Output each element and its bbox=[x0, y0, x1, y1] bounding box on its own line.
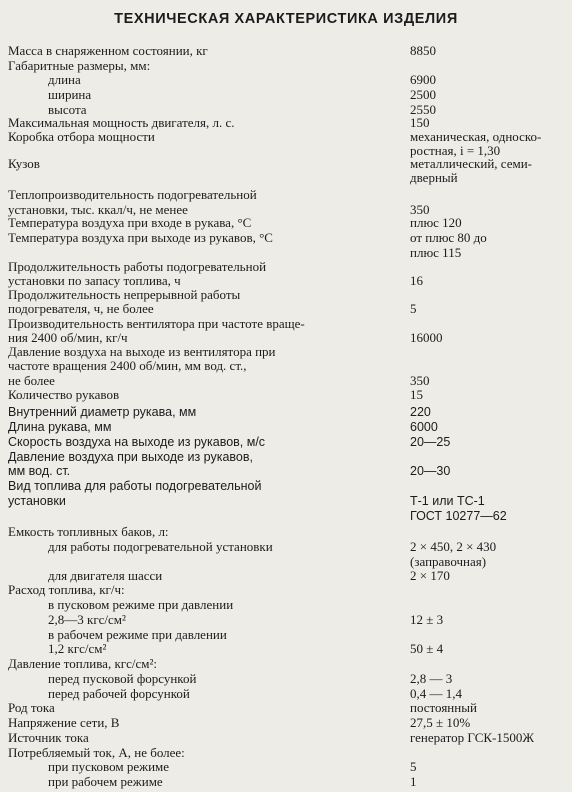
spec-row bbox=[0, 435, 572, 451]
spec-value: 8850 bbox=[410, 43, 436, 58]
spec-label: перед пусковой форсункой bbox=[48, 671, 197, 686]
spec-value: 220 bbox=[410, 405, 431, 419]
spec-label: Температура воздуха при входе в рукава, °С bbox=[8, 215, 252, 230]
spec-label: 1,2 кгс/см² bbox=[48, 641, 107, 656]
spec-value: Т-1 или ТС-1 bbox=[410, 494, 485, 508]
spec-label: Длина рукава, мм bbox=[8, 420, 112, 434]
spec-value: плюс 120 bbox=[410, 215, 462, 230]
spec-label: Давление топлива, кгс/см²: bbox=[8, 656, 157, 671]
spec-row bbox=[0, 359, 572, 375]
spec-value: (заправочная) bbox=[410, 554, 487, 569]
spec-label: мм вод. ст. bbox=[8, 464, 71, 478]
spec-value: от плюс 80 до bbox=[410, 230, 487, 245]
spec-row bbox=[0, 388, 572, 404]
spec-label: установки bbox=[8, 494, 66, 508]
spec-value: 15 bbox=[410, 387, 423, 402]
spec-label: 2,8—3 кгс/см² bbox=[48, 612, 126, 627]
spec-label: для двигателя шасси bbox=[48, 568, 163, 583]
spec-value: 20—25 bbox=[410, 435, 451, 449]
spec-label: Коробка отбора мощности bbox=[8, 129, 155, 144]
spec-label: ширина bbox=[48, 87, 92, 102]
spec-value: 2550 bbox=[410, 102, 436, 117]
spec-label: Кузов bbox=[8, 156, 40, 171]
spec-label: Максимальная мощность двигателя, л. с. bbox=[8, 115, 235, 130]
spec-label: Напряжение сети, В bbox=[8, 715, 120, 730]
spec-label: Скорость воздуха на выходе из рукавов, м/с bbox=[8, 435, 266, 449]
spec-label: частоте вращения 2400 об/мин, мм вод. ст., bbox=[8, 358, 247, 373]
spec-row bbox=[0, 420, 572, 436]
spec-value: 2 × 450, 2 × 430 bbox=[410, 539, 497, 554]
spec-label: при рабочем режиме bbox=[48, 774, 163, 789]
spec-value: 1 bbox=[410, 774, 417, 789]
spec-label: подогревателя, ч, не более bbox=[8, 301, 154, 316]
spec-label: Расход топлива, кг/ч: bbox=[8, 582, 125, 597]
spec-label: Масса в снаряженном состоянии, кг bbox=[8, 43, 208, 58]
spec-value: дверный bbox=[410, 170, 458, 185]
spec-label: в рабочем режиме при давлении bbox=[48, 627, 227, 642]
spec-label: Род тока bbox=[8, 700, 55, 715]
spec-label: Теплопроизводительность подогревательной bbox=[8, 187, 257, 202]
spec-row bbox=[0, 509, 572, 525]
spec-value: 16 bbox=[410, 273, 423, 288]
spec-value: 2 × 170 bbox=[410, 568, 450, 583]
spec-value: постоянный bbox=[410, 700, 477, 715]
spec-value: 2,8 — 3 bbox=[410, 671, 453, 686]
spec-value: 20—30 bbox=[410, 464, 451, 478]
spec-value: механическая, односко- bbox=[410, 129, 542, 144]
spec-label: длина bbox=[48, 72, 81, 87]
spec-row bbox=[0, 405, 572, 421]
spec-label: Продолжительность непрерывной работы bbox=[8, 287, 241, 302]
spec-value: 5 bbox=[410, 301, 417, 316]
spec-row bbox=[0, 464, 572, 480]
spec-value: 2500 bbox=[410, 87, 436, 102]
spec-label: установки, тыс. ккал/ч, не менее bbox=[8, 202, 188, 217]
spec-label: Источник тока bbox=[8, 730, 89, 745]
spec-value: ростная, i = 1,30 bbox=[410, 143, 501, 158]
spec-value: 5 bbox=[410, 759, 417, 774]
spec-label: Температура воздуха при выходе из рукавов, °С bbox=[8, 230, 273, 245]
spec-value: 350 bbox=[410, 202, 430, 217]
spec-label: Давление воздуха при выходе из рукавов, bbox=[8, 450, 253, 464]
spec-label: при пусковом режиме bbox=[48, 759, 170, 774]
spec-label: Потребляемый ток, А, не более: bbox=[8, 745, 185, 760]
spec-value: 16000 bbox=[410, 330, 443, 345]
spec-value: 6900 bbox=[410, 72, 436, 87]
spec-value: плюс 115 bbox=[410, 245, 462, 260]
spec-label: для работы подогревательной установки bbox=[48, 539, 273, 554]
spec-label: ния 2400 об/мин, кг/ч bbox=[8, 330, 128, 345]
document-title: ТЕХНИЧЕСКАЯ ХАРАКТЕРИСТИКА ИЗДЕЛИЯ bbox=[114, 11, 458, 27]
spec-value: 150 bbox=[410, 115, 430, 130]
spec-row bbox=[0, 775, 572, 791]
spec-label: Продолжительность работы подогревательной bbox=[8, 259, 267, 274]
spec-value: 50 ± 4 bbox=[410, 641, 444, 656]
spec-label: Вид топлива для работы подогревательной bbox=[8, 479, 262, 493]
spec-label: установки по запасу топлива, ч bbox=[8, 273, 181, 288]
spec-label: в пусковом режиме при давлении bbox=[48, 597, 234, 612]
spec-row bbox=[0, 231, 572, 247]
spec-label: Емкость топливных баков, л: bbox=[8, 524, 169, 539]
spec-label: перед рабочей форсункой bbox=[48, 686, 190, 701]
spec-value: 6000 bbox=[410, 420, 438, 434]
spec-label: Давление воздуха на выходе из вентилятора при bbox=[8, 344, 276, 359]
spec-value: ГОСТ 10277—62 bbox=[410, 509, 507, 523]
spec-value: 0,4 — 1,4 bbox=[410, 686, 462, 701]
spec-label: Производительность вентилятора при частоте враще- bbox=[8, 316, 305, 331]
spec-row bbox=[0, 171, 572, 187]
spec-value: 350 bbox=[410, 373, 430, 388]
spec-row bbox=[0, 494, 572, 510]
spec-label: высота bbox=[48, 102, 87, 117]
spec-row bbox=[0, 540, 572, 556]
spec-row bbox=[0, 479, 572, 495]
spec-label: не более bbox=[8, 373, 55, 388]
spec-label: Количество рукавов bbox=[8, 387, 120, 402]
spec-value: 12 ± 3 bbox=[410, 612, 444, 627]
spec-value: генератор ГСК-1500Ж bbox=[410, 730, 535, 745]
spec-label: Габаритные размеры, мм: bbox=[8, 58, 151, 73]
spec-value: 27,5 ± 10% bbox=[410, 715, 471, 730]
spec-label: Внутренний диаметр рукава, мм bbox=[8, 405, 197, 419]
spec-value: металлический, семи- bbox=[410, 156, 532, 171]
